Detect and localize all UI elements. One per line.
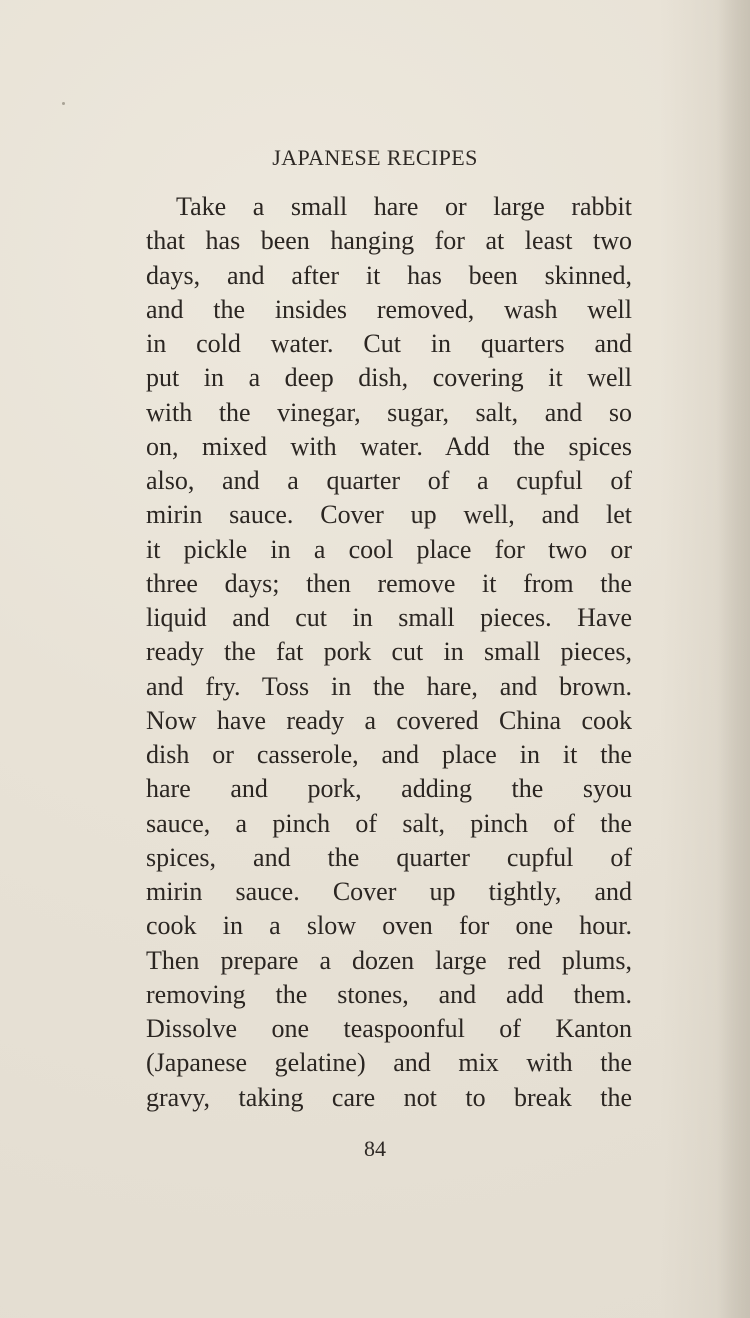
text-line: Now have ready a covered China cook	[146, 705, 632, 735]
text-line: mirin sauce. Cover up tightly, and	[146, 877, 632, 906]
text-line: that has been hanging for at least two	[146, 226, 632, 256]
text-line: cook in a slow oven for one hour.	[146, 911, 632, 941]
text-line: in cold water. Cut in quarters and	[146, 329, 632, 358]
text-line: hare and pork, adding the syou	[146, 774, 632, 804]
text-line: on, mixed with water. Add the spices	[146, 431, 632, 461]
page-edge-shadow	[716, 0, 750, 1318]
text-line: with the vinegar, sugar, salt, and so	[146, 397, 632, 427]
text-line: Take a small hare or large rabbit	[176, 192, 632, 221]
text-line: put in a deep dish, covering it well	[146, 363, 632, 393]
text-line: spices, and the quarter cupful of	[146, 842, 632, 872]
text-line: and fry. Toss in the hare, and brown.	[146, 671, 632, 701]
text-line: dish or casserole, and place in it the	[146, 740, 632, 769]
text-line: and the insides removed, wash well	[146, 294, 632, 324]
text-line: Dissolve one teaspoonful of Kanton	[146, 1014, 632, 1043]
text-line: three days; then remove it from the	[146, 568, 632, 598]
text-line: (Japanese gelatine) and mix with the	[146, 1048, 632, 1078]
text-line: it pickle in a cool place for two or	[146, 534, 632, 564]
paper-speck	[62, 102, 65, 105]
text-line: Then prepare a dozen large red plums,	[146, 945, 632, 975]
recipe-text	[146, 190, 632, 1115]
text-line: mirin sauce. Cover up well, and let	[146, 500, 632, 530]
text-line: sauce, a pinch of salt, pinch of the	[146, 808, 632, 838]
text-line: also, and a quarter of a cupful of	[146, 466, 632, 495]
text-line: removing the stones, and add them.	[146, 979, 632, 1009]
text-line: days, and after it has been skinned,	[146, 260, 632, 290]
page-number: 84	[364, 1136, 386, 1161]
text-line: ready the fat pork cut in small pieces,	[146, 637, 632, 667]
text-line: gravy, taking care not to break the	[146, 1082, 632, 1112]
running-head: JAPANESE RECIPES	[272, 145, 478, 170]
text-line: liquid and cut in small pieces. Have	[146, 603, 632, 632]
